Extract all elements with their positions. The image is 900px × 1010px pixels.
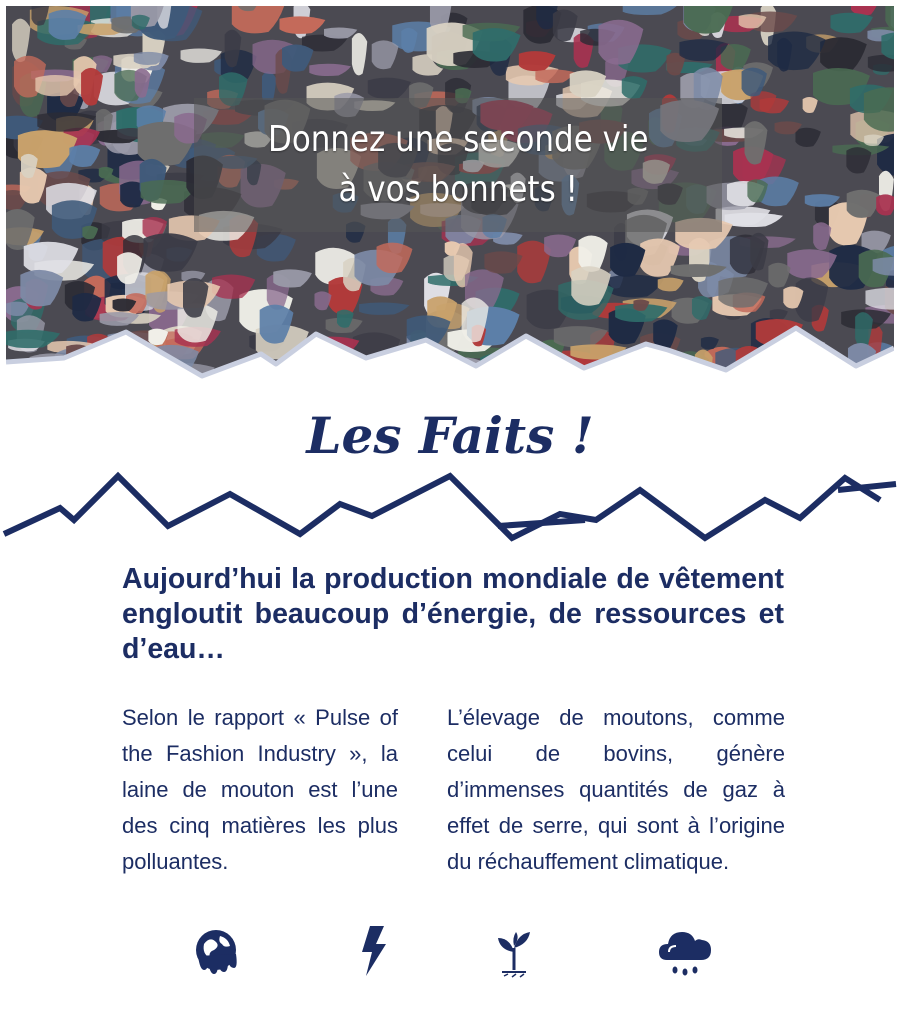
section-title: Les Faits !	[306, 406, 594, 465]
lightning-icon	[344, 922, 404, 982]
hero-title-line1: Donnez une seconde vie	[267, 119, 649, 160]
hero-title-box	[194, 98, 722, 232]
melting-earth-icon	[186, 922, 246, 982]
headline: Aujourd’hui la production mondiale de vêtement engloutit beaucoup d’énergie, de ressources et d’eau…	[122, 563, 784, 665]
right-column-text: L’élevage de moutons, comme celui de bovins, génère d’immenses quantités de gaz à effet de serre, qui sont à l’origine du réchauffement climatique.	[447, 705, 785, 874]
snow-peaks-divider	[6, 306, 894, 390]
mountain-ridge-divider	[0, 468, 900, 548]
hero-title-line2: à vos bonnets !	[338, 169, 578, 210]
hero-banner	[6, 6, 894, 390]
left-column-text: Selon le rapport « Pulse of the Fashion Industry », la laine de mouton est l’une des cinq matières les plus polluantes.	[122, 705, 398, 874]
rain-cloud-icon	[655, 922, 715, 982]
sprout-icon	[484, 922, 544, 982]
icon-row	[0, 922, 900, 982]
